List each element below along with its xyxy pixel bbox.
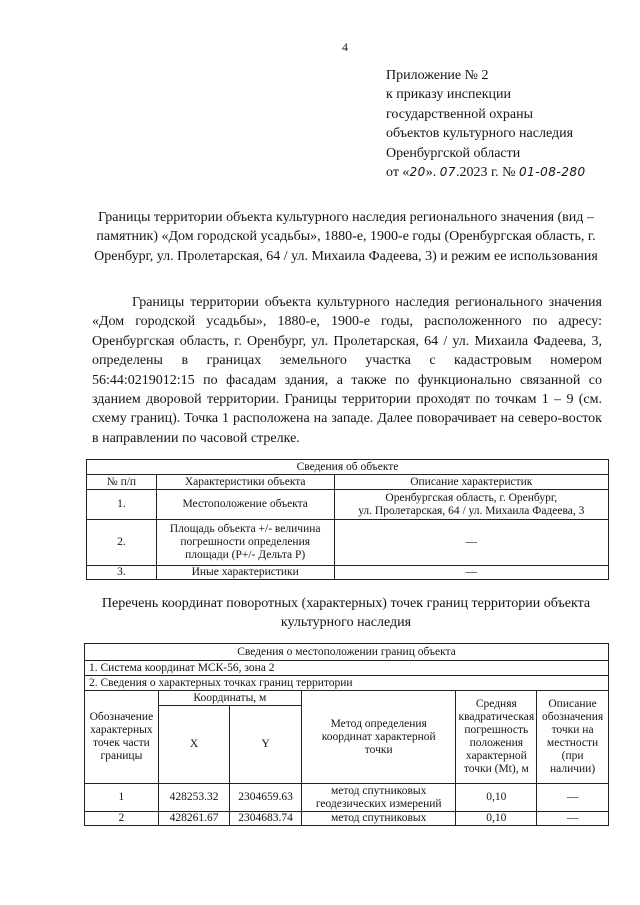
name-line: погрешности определения: [180, 536, 311, 548]
table-caption: Сведения об объекте: [87, 460, 609, 475]
cell-point: 2: [85, 812, 159, 826]
cell-desc: [334, 490, 608, 520]
table-caption: Сведения о местоположении границ объекта: [85, 644, 609, 661]
header-method: [301, 691, 456, 784]
method-line: метод спутниковых: [330, 784, 427, 797]
appendix-line: к приказу инспекции: [386, 87, 512, 103]
section-row: 2. Сведения о характерных точках границ территории: [85, 676, 609, 691]
header-line: погрешность: [464, 724, 529, 736]
cell-desc: —: [334, 566, 608, 580]
header-line: Обозначение: [89, 711, 154, 723]
table-header: Описание характеристик: [334, 475, 608, 490]
appendix-line: Приложение № 2: [386, 68, 489, 83]
header-coords: Координаты, м: [158, 691, 301, 706]
table-row: [87, 520, 609, 566]
object-info-table: [86, 459, 609, 580]
header-line: точек части: [92, 737, 150, 749]
appendix-header: [386, 66, 586, 182]
cell-x: 428253.32: [158, 784, 229, 812]
header-line: квадратическая: [458, 711, 535, 723]
table-row: [87, 490, 609, 520]
date-year: .2023 г. №: [456, 165, 516, 181]
header-error: [456, 691, 537, 784]
table-row: [85, 784, 609, 812]
table-header: № п/п: [87, 475, 157, 490]
cell-y: 2304659.63: [230, 784, 302, 812]
cell-name: Иные характеристики: [156, 566, 334, 580]
header-line: точки на: [551, 724, 594, 736]
cell-method: [301, 784, 456, 812]
name-line: Площадь объекта +/- величина: [169, 523, 321, 535]
cell-error: 0,10: [456, 784, 537, 812]
cell-x: 428261.67: [158, 812, 229, 826]
appendix-line: государственной охраны: [386, 106, 534, 122]
date-prefix: от «: [386, 165, 410, 181]
document-title: Границы территории объекта культурного наследия регионального значения (вид – памятник) «Дом городской усадьбы», 1880-е, 1900-е годы (Оренбургская область, г. Оренбург, ул. Пролетарская, 64 / ул. Михаила Фадеева, 3) и режим ее использования: [94, 210, 598, 264]
header-line: характерной: [465, 750, 527, 762]
header-y: Y: [230, 706, 302, 784]
method-line: геодезических измерений: [315, 797, 442, 810]
header-line: точки: [364, 743, 393, 756]
date-mid: ».: [425, 165, 440, 181]
header-line: (при: [561, 750, 584, 762]
coordinates-table: [84, 643, 609, 826]
date-month-handwritten: 07: [439, 165, 456, 180]
desc-line: ул. Пролетарская, 64 / ул. Михаила Фадеева, 3: [358, 504, 585, 517]
header-line: границы: [100, 750, 143, 762]
cell-desc: —: [537, 784, 609, 812]
cell-name: [156, 520, 334, 566]
cell-desc: —: [537, 812, 609, 826]
header-point: [85, 691, 159, 784]
header-line: наличии): [549, 763, 596, 775]
appendix-date-line: [386, 163, 586, 182]
header-desc: [537, 691, 609, 784]
section-row: 1. Система координат МСК-56, зона 2: [85, 661, 609, 676]
cell-y: 2304683.74: [230, 812, 302, 826]
header-line: положения: [469, 737, 524, 749]
table-row: [87, 566, 609, 580]
cell-desc: —: [334, 520, 608, 566]
header-line: координат характерной: [321, 730, 436, 743]
cell-error: 0,10: [456, 812, 537, 826]
cell-number: 2.: [87, 520, 157, 566]
coordinates-list-title: Перечень координат поворотных (характерных) точек границ территории объекта культурного наследия: [101, 596, 591, 631]
boundary-description: Границы территории объекта культурного наследия регионального значения «Дом городской усадьбы», 1880-е, 1900-е годы, расположенного по адресу: Оренбургская область, г. Оренбург, ул. Пролетарская, 64 / ул. Михаила Фадеева, 3, определены в границах земельного участка с кадастровым номером 56:44:0219012:15 по фасадам здания, а также по функционально связанной со зданием дворовой территории. Границы территории проходят по точкам 1 – 9 (см. схему границ). Точка 1 расположена на западе. Далее поворачивает на северо-восток в направлении по часовой стрелке.: [92, 295, 602, 446]
desc-line: Оренбургская область, г. Оренбург,: [385, 491, 558, 504]
header-line: точки (Мt), м: [463, 763, 529, 775]
header-line: характерных: [90, 724, 153, 736]
appendix-line: Оренбургской области: [386, 145, 521, 161]
name-line: площади (Р+/- Дельта Р): [185, 549, 306, 561]
cell-number: 3.: [87, 566, 157, 580]
header-x: X: [158, 706, 229, 784]
header-line: обозначения: [541, 711, 604, 723]
header-line: Средняя: [475, 698, 517, 710]
table-row: [85, 812, 609, 826]
cell-name: Местоположение объекта: [156, 490, 334, 520]
cell-number: 1.: [87, 490, 157, 520]
header-line: Описание: [548, 698, 597, 710]
header-line: Метод определения: [330, 717, 427, 730]
doc-number-handwritten: 01-08-280: [519, 165, 586, 180]
cell-point: 1: [85, 784, 159, 812]
table-header: Характеристики объекта: [156, 475, 334, 490]
header-line: местности: [546, 737, 599, 749]
page-number: 4: [342, 40, 348, 54]
cell-method: метод спутниковых: [301, 812, 456, 826]
appendix-line: объектов культурного наследия: [386, 126, 574, 142]
date-day-handwritten: 20: [409, 165, 426, 180]
